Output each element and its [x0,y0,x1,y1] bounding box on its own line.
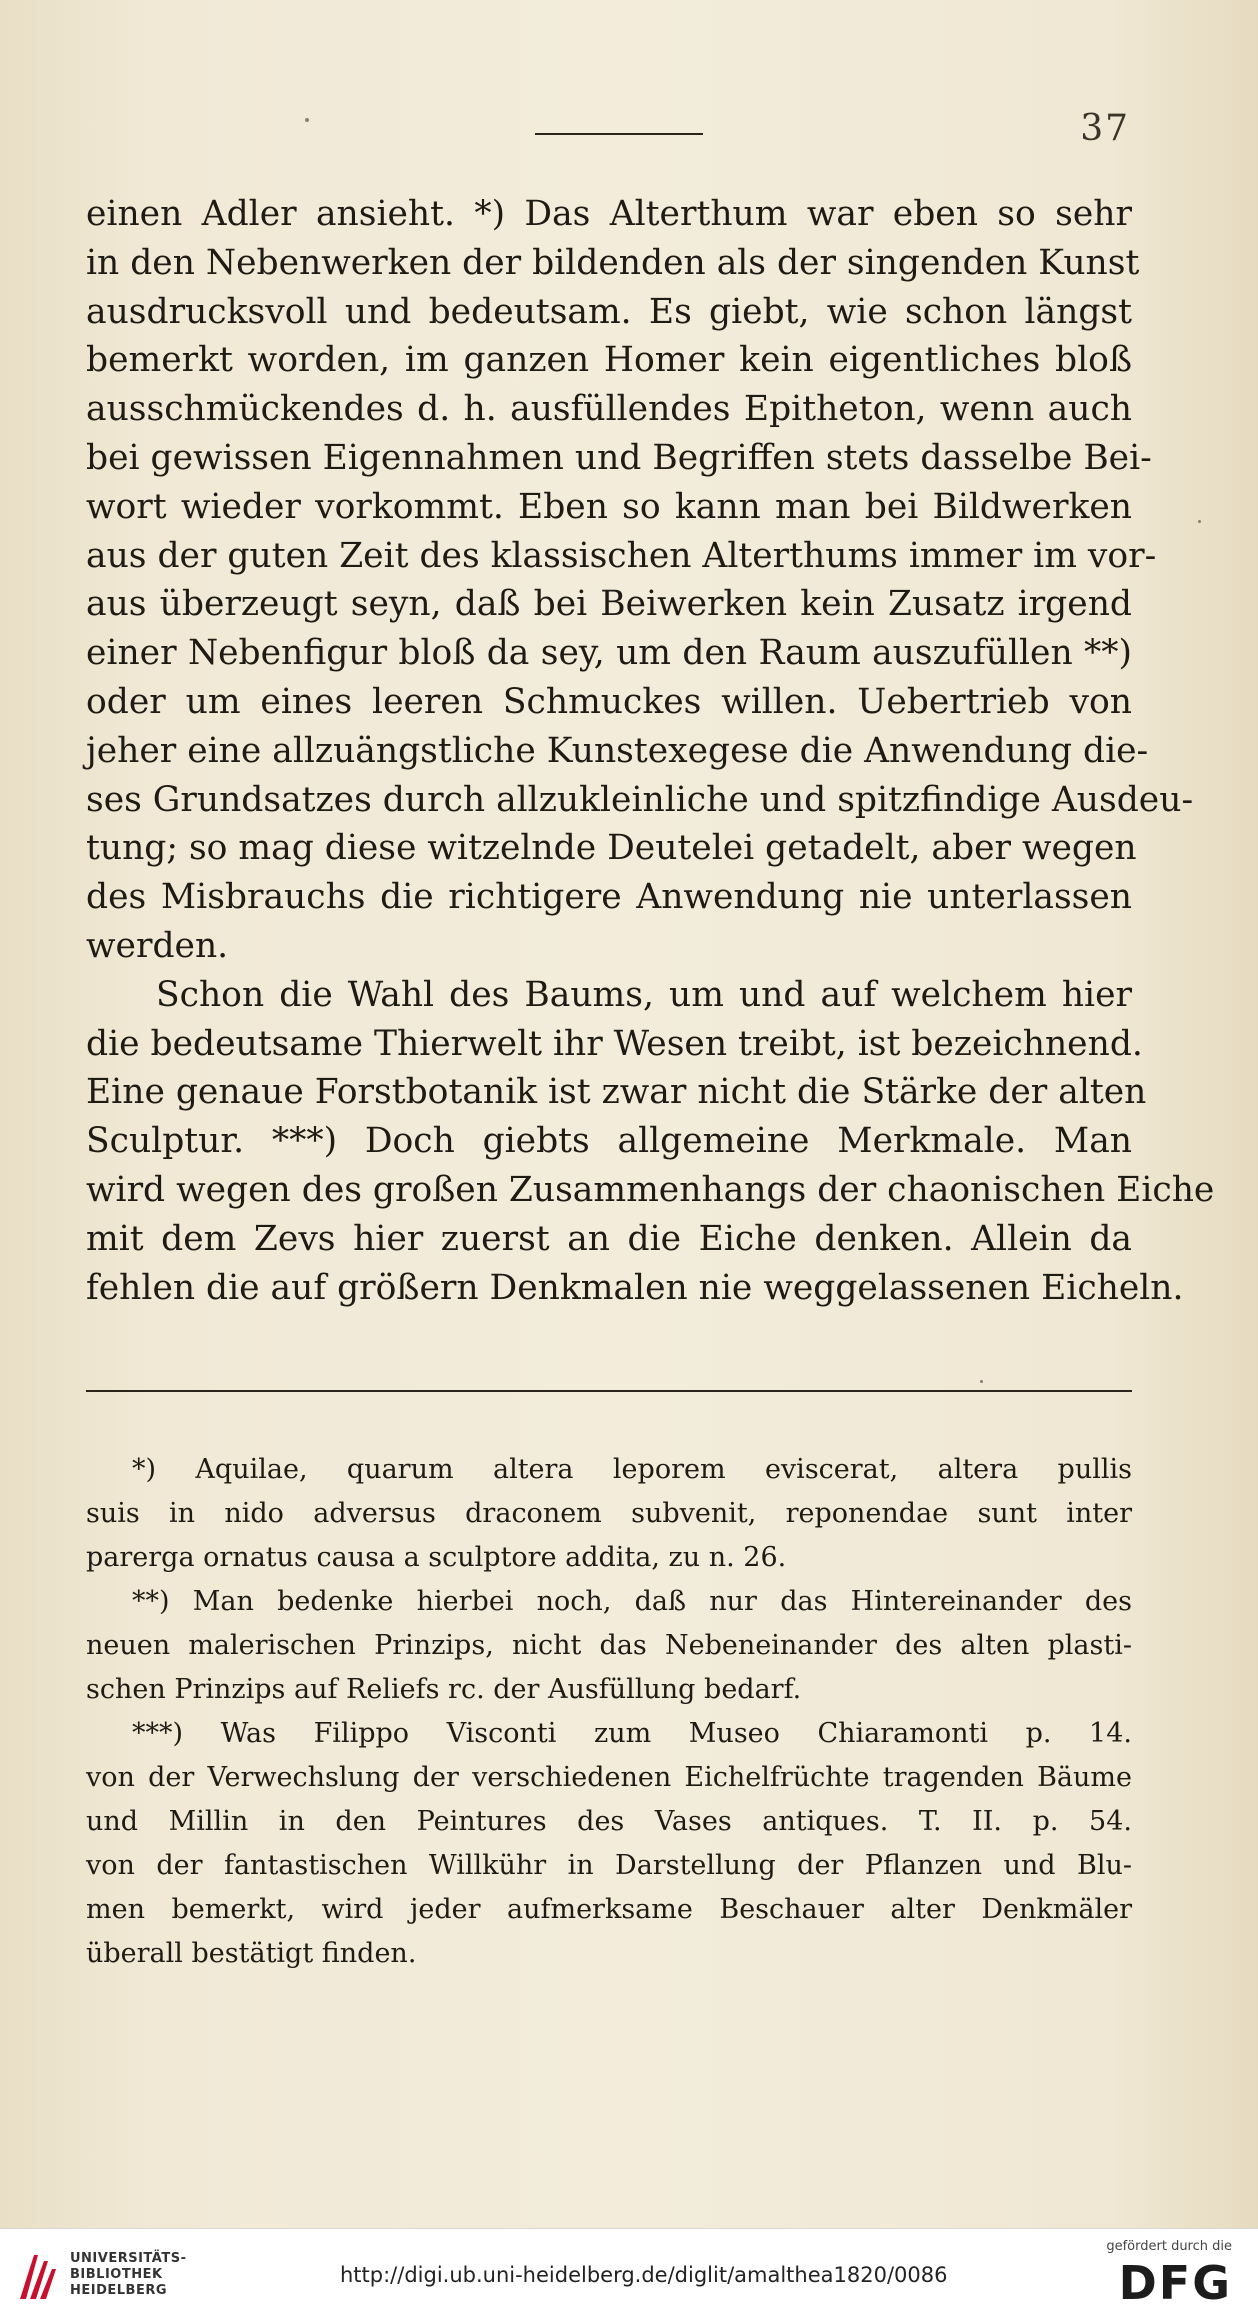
institution-line: BIBLIOTHEK [70,2267,163,2282]
paper-speck [980,1380,983,1383]
university-library-logo-icon [14,2247,58,2305]
text-line: bei gewissen Eigennahmen und Begriffen stets dasselbe Bei- [86,437,1152,478]
text-line: aus überzeugt seyn, daß bei Beiwerken kein Zusatz irgend [86,584,1132,625]
text-line: ausschmückendes d. h. ausfüllendes Epitheton, wenn auch [86,389,1132,430]
permalink-url[interactable]: http://digi.ub.uni-heidelberg.de/diglit/amalthea1820/0086 [340,2263,948,2287]
text-line: wird wegen des großen Zusammenhangs der chaonischen Eiche [86,1169,1215,1210]
footnote-line: und Millin in den Peintures des Vases antiques. T. II. p. 54. [86,1806,1132,1837]
header-rule [535,133,703,135]
footnote-line: schen Prinzips auf Reliefs rc. der Ausfüllung bedarf. [86,1674,802,1705]
text-line: einen Adler ansieht. *) Das Alterthum war eben so sehr [86,194,1132,234]
viewer-footer [0,2228,1258,2322]
text-line: aus der guten Zeit des klassischen Alterthums immer im vor- [86,535,1157,576]
main-text-block [86,190,1215,1312]
text-line: werden. [86,925,229,966]
dfg-logo: DFG [1118,2256,1232,2310]
text-line: des Misbrauchs die richtigere Anwendung nie unterlassen [86,877,1132,918]
funding-note [1106,2239,1232,2308]
footnote-line: suis in nido adversus draconem subvenit, reponendae sunt inter [86,1498,1132,1529]
footnote-line: **) Man bedenke hierbei noch, daß nur das Hintereinander des [132,1586,1132,1617]
text-line: bemerkt worden, im ganzen Homer kein eigentliches bloß [86,340,1132,381]
institution-name [70,2251,186,2299]
text-line: fehlen die auf größern Denkmalen nie weggelassenen Eicheln. [86,1267,1184,1308]
footnote-line: von der fantastischen Willkühr in Darstellung der Pflanzen und Blu- [86,1850,1132,1881]
text-line: in den Nebenwerken der bildenden als der singenden Kunst [86,242,1140,283]
text-line: die bedeutsame Thierwelt ihr Wesen treibt, ist bezeichnend. [86,1023,1143,1064]
footnote-line: neuen malerischen Prinzips, nicht das Nebeneinander des alten plasti- [86,1630,1132,1661]
footnote-line: men bemerkt, wird jeder aufmerksame Beschauer alter Denkmäler [86,1894,1132,1925]
institution-line: HEIDELBERG [70,2283,168,2298]
text-line: Eine genaue Forstbotanik ist zwar nicht die Stärke der alten [86,1072,1147,1113]
text-line: wort wieder vorkommt. Eben so kann man bei Bildwerken [86,486,1132,527]
footnote-line: ***) Was Filippo Visconti zum Museo Chiaramonti p. 14. [132,1718,1132,1749]
footnote-line: parerga ornatus causa a sculptore addita, zu n. 26. [86,1542,787,1573]
text-line: mit dem Zevs hier zuerst an die Eiche denken. Allein da [86,1218,1132,1259]
text-line: jeher eine allzuängstliche Kunstexegese die Anwendung die- [86,730,1149,771]
text-line: Sculptur. ***) Doch giebts allgemeine Merkmale. Man [86,1121,1132,1162]
footnote-line: von der Verwechslung der verschiedenen Eichelfrüchte tragenden Bäume [86,1762,1132,1793]
footnote-line: überall bestätigt finden. [86,1938,417,1969]
text-line: ausdrucksvoll und bedeutsam. Es giebt, wie schon längst [86,291,1132,332]
text-line: Schon die Wahl des Baums, um und auf welchem hier [156,974,1132,1015]
footnote-line: *) Aquilae, quarum altera leporem eviscerat, altera pullis [132,1454,1132,1485]
paper-speck [305,118,309,122]
text-line: ses Grundsatzes durch allzukleinliche und spitzfindige Ausdeu- [86,779,1194,820]
footnotes-block [86,1448,1132,1976]
funding-label: gefördert durch die [1106,2239,1232,2254]
text-line: oder um eines leeren Schmuckes willen. Uebertrieb von [86,681,1132,722]
institution-line: UNIVERSITÄTS- [70,2251,187,2266]
paper-speck [1198,520,1201,523]
footnote-rule [86,1390,1132,1392]
text-line: tung; so mag diese witzelnde Deutelei getadelt, aber wegen [86,828,1137,869]
page-number: 37 [1080,108,1130,149]
text-line: einer Nebenfigur bloß da sey, um den Raum auszufüllen **) [86,633,1132,674]
